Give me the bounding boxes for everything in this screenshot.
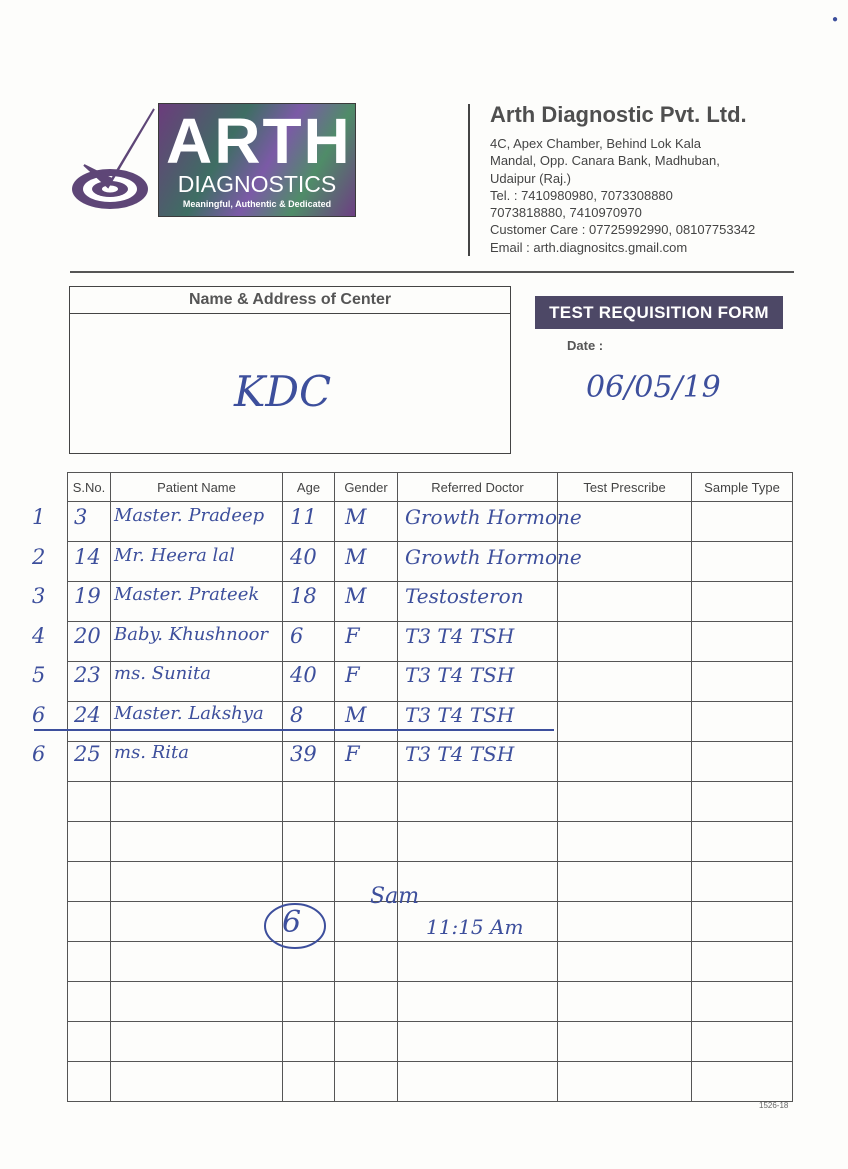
row-margin-number: 6 <box>32 742 46 766</box>
table-row <box>68 822 793 862</box>
row-age: 39 <box>290 742 317 766</box>
form-code: 1526-18 <box>759 1101 789 1110</box>
table-cell[interactable] <box>398 862 558 902</box>
row-margin-number: 4 <box>32 623 46 648</box>
row-gender: M <box>345 505 367 529</box>
row-sno: 14 <box>74 544 101 569</box>
table-cell[interactable] <box>558 662 692 702</box>
col-header-age: Age <box>283 473 335 502</box>
table-cell[interactable] <box>692 1022 793 1062</box>
table-cell[interactable] <box>335 982 398 1022</box>
table-cell[interactable] <box>68 1022 111 1062</box>
table-cell[interactable] <box>111 902 283 942</box>
table-cell[interactable] <box>558 822 692 862</box>
table-cell[interactable] <box>68 1062 111 1102</box>
row-strikethrough <box>34 729 554 731</box>
table-cell[interactable] <box>335 622 398 662</box>
table-cell[interactable] <box>558 982 692 1022</box>
table-row <box>68 982 793 1022</box>
table-row <box>68 1062 793 1102</box>
annotation-time: 11:15 Am <box>426 915 524 939</box>
company-logo <box>70 103 360 218</box>
table-cell[interactable] <box>111 982 283 1022</box>
row-patient-name: Baby. Khushnoor <box>114 623 269 645</box>
row-sno: 3 <box>74 505 88 529</box>
table-cell[interactable] <box>283 822 335 862</box>
header-rule <box>70 271 794 273</box>
address-line: Email : arth.diagnositcs.gmail.com <box>490 239 688 255</box>
table-cell[interactable] <box>111 862 283 902</box>
table-cell[interactable] <box>558 1062 692 1102</box>
row-sno: 24 <box>74 702 101 727</box>
table-cell[interactable] <box>558 942 692 982</box>
row-age: 11 <box>290 505 317 529</box>
row-referred-doctor: T3 T4 TSH <box>405 623 515 648</box>
annotation-count: 6 <box>282 905 302 940</box>
table-cell[interactable] <box>558 1022 692 1062</box>
table-cell[interactable] <box>283 1062 335 1102</box>
address-line: 7073818880, 7410970970 <box>490 205 642 221</box>
row-referred-doctor: T3 T4 TSH <box>405 702 515 727</box>
table-cell[interactable] <box>283 782 335 822</box>
address-line: Tel. : 7410980980, 7073308880 <box>490 187 673 203</box>
col-header-test-prescribe: Test Prescribe <box>558 473 692 502</box>
row-sno: 23 <box>74 663 101 687</box>
table-cell[interactable] <box>68 942 111 982</box>
table-cell[interactable] <box>558 582 692 622</box>
table-cell[interactable] <box>335 822 398 862</box>
row-referred-doctor: Growth Hormone <box>405 544 582 569</box>
table-cell[interactable] <box>398 942 558 982</box>
row-patient-name: Mr. Heera lal <box>114 544 235 566</box>
date-label: Date : <box>567 338 604 353</box>
row-gender: F <box>345 623 360 648</box>
center-value[interactable]: KDC <box>234 367 332 416</box>
table-cell[interactable] <box>68 982 111 1022</box>
table-cell[interactable] <box>558 622 692 662</box>
table-cell[interactable] <box>692 1062 793 1102</box>
row-referred-doctor: Testosteron <box>405 584 524 608</box>
date-value[interactable]: 06/05/19 <box>586 370 721 405</box>
table-cell[interactable] <box>558 702 692 742</box>
table-cell[interactable] <box>558 742 692 782</box>
table-cell[interactable] <box>398 822 558 862</box>
table-cell[interactable] <box>692 862 793 902</box>
table-cell[interactable] <box>335 662 398 702</box>
table-cell[interactable] <box>692 622 793 662</box>
table-cell[interactable] <box>68 782 111 822</box>
row-patient-name: ms. Sunita <box>114 663 211 684</box>
table-row <box>68 782 793 822</box>
row-gender: F <box>345 663 360 687</box>
logo-tagline: Meaningful, Authentic & Dedicated <box>182 199 332 209</box>
table-cell[interactable] <box>692 982 793 1022</box>
col-header-referred-doctor: Referred Doctor <box>398 473 558 502</box>
row-margin-number: 5 <box>32 663 46 687</box>
row-referred-doctor: Growth Hormone <box>405 505 582 529</box>
header-divider <box>468 104 470 256</box>
table-cell[interactable] <box>111 942 283 982</box>
row-age: 8 <box>290 702 304 727</box>
table-cell[interactable] <box>692 702 793 742</box>
table-cell[interactable] <box>283 862 335 902</box>
table-cell[interactable] <box>283 982 335 1022</box>
row-gender: M <box>345 544 367 569</box>
table-header-row <box>68 473 793 502</box>
row-sno: 19 <box>74 584 101 608</box>
row-gender: F <box>345 742 360 766</box>
table-cell[interactable] <box>111 782 283 822</box>
table-row <box>68 862 793 902</box>
annotation-signature: Sam <box>370 884 420 909</box>
row-gender: M <box>345 702 367 727</box>
row-margin-number: 2 <box>32 544 46 569</box>
row-gender: M <box>345 584 367 608</box>
row-patient-name: Master. Prateek <box>114 584 260 605</box>
table-cell[interactable] <box>398 1062 558 1102</box>
row-age: 40 <box>290 544 317 569</box>
address-line: Mandal, Opp. Canara Bank, Madhuban, <box>490 153 720 169</box>
table-cell[interactable] <box>558 862 692 902</box>
table-cell[interactable] <box>283 1022 335 1062</box>
row-referred-doctor: T3 T4 TSH <box>405 742 515 766</box>
table-row <box>68 1022 793 1062</box>
company-address <box>490 135 755 256</box>
table-cell[interactable] <box>68 862 111 902</box>
table-cell[interactable] <box>692 662 793 702</box>
row-margin-number: 3 <box>32 584 46 608</box>
center-label: Name & Address of Center <box>70 287 510 314</box>
table-cell[interactable] <box>335 942 398 982</box>
table-cell[interactable] <box>398 1022 558 1062</box>
table-cell[interactable] <box>335 742 398 782</box>
row-patient-name: Master. Lakshya <box>114 702 264 724</box>
address-line: 4C, Apex Chamber, Behind Lok Kala <box>490 136 702 151</box>
logo-subbrand: DIAGNOSTICS <box>177 171 337 197</box>
logo-brand: ARTH <box>166 105 352 177</box>
table-cell[interactable] <box>692 942 793 982</box>
col-header-sample-type: Sample Type <box>692 473 793 502</box>
row-sno: 25 <box>74 742 101 766</box>
row-patient-name: Master. Pradeep <box>114 505 265 526</box>
table-cell[interactable] <box>335 782 398 822</box>
row-patient-name: ms. Rita <box>114 742 190 763</box>
table-cell[interactable] <box>335 1022 398 1062</box>
table-cell[interactable] <box>558 782 692 822</box>
table-cell[interactable] <box>692 742 793 782</box>
form-title: TEST REQUISITION FORM <box>535 296 783 329</box>
table-cell[interactable] <box>111 822 283 862</box>
col-header-sno: S.No. <box>68 473 111 502</box>
corner-mark: ● <box>832 14 839 25</box>
table-cell[interactable] <box>692 902 793 942</box>
target-check-icon <box>70 103 166 215</box>
table-cell[interactable] <box>398 982 558 1022</box>
company-name: Arth Diagnostic Pvt. Ltd. <box>490 102 747 127</box>
row-margin-number: 1 <box>32 505 46 529</box>
table-cell[interactable] <box>398 782 558 822</box>
table-cell[interactable] <box>68 902 111 942</box>
table-cell[interactable] <box>692 542 793 582</box>
row-margin-number: 6 <box>32 702 46 727</box>
address-line: Customer Care : 07725992990, 08107753342 <box>490 222 756 238</box>
table-cell[interactable] <box>692 782 793 822</box>
address-line: Udaipur (Raj.) <box>490 170 571 186</box>
row-referred-doctor: T3 T4 TSH <box>405 663 515 687</box>
table-row <box>68 942 793 982</box>
col-header-patient-name: Patient Name <box>111 473 283 502</box>
table-cell[interactable] <box>692 582 793 622</box>
col-header-gender: Gender <box>335 473 398 502</box>
table-cell[interactable] <box>111 1022 283 1062</box>
table-cell[interactable] <box>558 902 692 942</box>
row-sno: 20 <box>74 623 101 648</box>
table-cell[interactable] <box>692 502 793 542</box>
table-cell[interactable] <box>111 1062 283 1102</box>
row-age: 6 <box>290 623 304 648</box>
table-cell[interactable] <box>68 822 111 862</box>
table-cell[interactable] <box>335 1062 398 1102</box>
row-age: 40 <box>290 663 317 687</box>
table-cell[interactable] <box>692 822 793 862</box>
row-age: 18 <box>290 584 317 608</box>
